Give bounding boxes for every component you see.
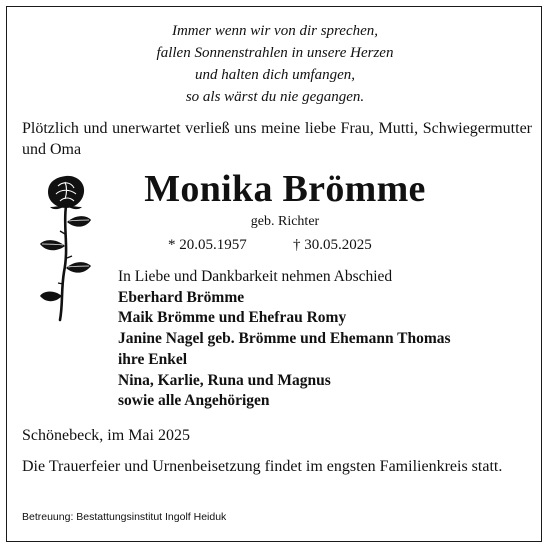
poem-line: und halten dich umfangen, (195, 67, 355, 83)
death-date: † 30.05.2025 (293, 237, 372, 253)
poem-line: fallen Sonnenstrahlen in unsere Herzen (156, 45, 394, 61)
poem (0, 20, 550, 108)
announcement-text: Plötzlich und unerwartet verließ uns meine liebe Frau, Mutti, Schwiegermutter und Oma (22, 120, 532, 158)
deceased-name: Monika Brömme (144, 168, 426, 210)
place-date: Schönebeck, im Mai 2025 (22, 427, 190, 444)
mourner-line: Maik Brömme und Ehefrau Romy (118, 309, 347, 327)
birth-date: * 20.05.1957 (168, 237, 247, 253)
mourner-line: sowie alle Angehörigen (118, 392, 270, 410)
mourners-block (118, 267, 528, 412)
poem-line: so als wärst du nie gegangen. (185, 89, 365, 105)
mourners-intro: In Liebe und Dankbarkeit nehmen Abschied (118, 268, 393, 285)
mourner-line: Janine Nagel geb. Brömme und Ehemann Thomas (118, 330, 451, 348)
mourner-line: Eberhard Brömme (118, 288, 245, 306)
birth-name: geb. Richter (250, 214, 320, 229)
mourner-line: ihre Enkel (118, 350, 188, 368)
poem-line: Immer wenn wir von dir sprechen, (171, 23, 379, 39)
funeral-home-credit: Betreuung: Bestattungsinstitut Ingolf Heiduk (22, 511, 227, 523)
funeral-note: Die Trauerfeier und Urnenbeisetzung findet im engsten Familienkreis statt. (22, 458, 503, 475)
mourner-line: Nina, Karlie, Runa und Magnus (118, 371, 331, 389)
